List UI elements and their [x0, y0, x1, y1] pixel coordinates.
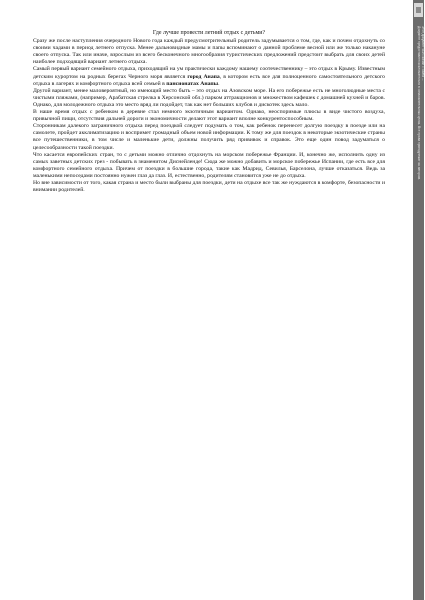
- paragraph: [33, 38, 385, 66]
- paragraph-text: Другой вариант, менее маловероятный, но имеющий место быть – это отдых на Азовском море. На его побережье есть не многолюдные места с чистыми пляжами, (например, Арабатская стрелка в Херсонской обл.) парком аттракционов и множеством кафешек с домашней кухней и баров. Однако, для молодежного отдыха это место вряд ли подойдет, так как нет больших клубов и дискотек здесь мало.: [33, 87, 385, 108]
- sidebar-caption-line: Этот документ был скачан с сайта ...: [421, 26, 425, 81]
- sidebar-strip: [413, 0, 424, 600]
- paragraph-text: , в котором есть все для полноценного самостоятельного детского отдыха в лагерях и комфортного отдыха всей семьей в: [33, 73, 385, 87]
- paragraph-text: .: [218, 80, 220, 87]
- paragraph-text: Сразу же после наступления очередного Нового года каждый предусмотрительный родитель задумывается о том, где, как и почем отдохнуть со своими чадами в период летнего отпуска. Менее дальновидные мамы и папы вспоминают о данной проблеме весной или же только накануне своего отпуска. Так или иначе, взрослым из всего бесконечного многообразия туристических предложений предстоит выбрать для своих детей наиболее подходящий вариант летнего отдыха.: [33, 38, 385, 66]
- paragraph-text: Сторонникам далекого заграничного отдыха перед поездкой следует подумать о том, как ребенок перенесет долгую поездку в поезде или на самолете, пройдет акклиматизацию и воспримет громадный объем новой информации. К тому же для поездок в некоторые экзотические страны все путешественники, в том числе и маленькие дети, должны получить ряд прививок и справок. Это еще один повод задуматься о целесообразности такой поездки.: [33, 123, 385, 151]
- paragraph: [33, 109, 385, 123]
- paragraph: [33, 88, 385, 109]
- sidebar-caption: [417, 26, 424, 180]
- paragraph-text: Но вне зависимости от того, какая страна и место были выбраны для поездки, дети на отдыхе все так же нуждаются в комфорте, безопасности и внимании родителей.: [33, 179, 385, 194]
- paragraph: [33, 152, 385, 180]
- paragraph: [33, 66, 385, 87]
- paragraph: [33, 123, 385, 151]
- document-site-logo-icon: [414, 3, 423, 17]
- sidebar-caption-line: Документ предоставлен исключительно в ознакомительных целях. Все права принадлежат их авторам.: [417, 26, 422, 180]
- paragraph-text: В наше время отдых с ребенком в деревне стал немного экзотичным вариантом. Однако, неоспоримые плюсы в виде чистого воздуха, привычной пищи, отсутствия дальней дороги и экономичности делают этот вариант вполне конкурентоспособным.: [33, 109, 385, 123]
- paragraph-text: Самый первый вариант семейного отдыха, приходящий на ум практически каждому нашему соотечественнику – это отдых в Крыму. Известным детским курортом на родных берегах Черного моря является: [33, 66, 385, 80]
- paragraph-text: Что касается европейских стран, то с детьми можно отлично отдохнуть на морском побережье Франции. И, конечно же, исполнить одну из самых заветных детских грез - побывать в знаменитом Диснейленде! Сюда же можно добавить и морское побережье Испании, где есть все для комфортного семейного отдыха. Причем от поездки в большие города, такие как Мадрид, Севилья, Барселона, лучше отказаться. Ведь за маленькими непоседами постоянно нужен глаз да глаз. И, естественно, родителям становится уже не до отдыха.: [33, 151, 385, 179]
- paragraph: [33, 180, 385, 194]
- paragraph-list: [33, 38, 385, 194]
- document-body: [33, 30, 385, 194]
- bold-term: город Анапа: [187, 73, 220, 80]
- document-title: Где лучше провести летний отдых с детьми?: [152, 30, 266, 36]
- bold-term: пансионатах Анапы: [166, 80, 219, 87]
